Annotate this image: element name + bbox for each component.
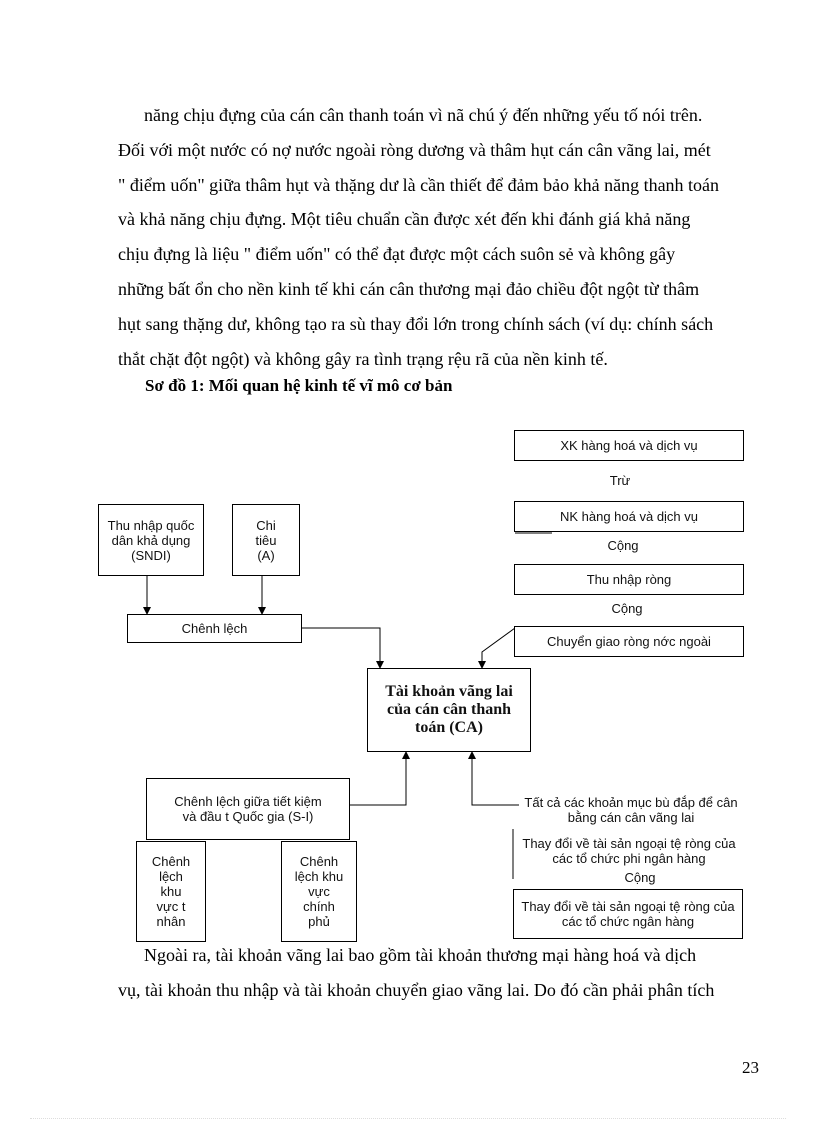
exports-label: XK hàng hoá và dịch vụ	[560, 438, 698, 453]
text-line: vụ, tài khoản thu nhập và tài khoản chuyển giao vãng lai. Do đó cần phải phân tích	[118, 979, 715, 1000]
net-transfer-label: Chuyển giao ròng nớc ngoài	[547, 634, 711, 649]
government-sector-box	[281, 841, 357, 942]
savings-investment-label: Chênh lệch giữa tiết kiệm và đầu t Quốc gia (S-I)	[174, 794, 322, 824]
plus-label-3: Cộng	[624, 870, 656, 885]
financing-items-label: Tất cả các khoản mục bù đắp để cân bằng cán cân vãng lai	[524, 795, 738, 825]
text-line: Đối với một nước có nợ nước ngoài ròng dương và thâm hụt cán cân vãng lai, mét	[118, 139, 711, 160]
government-sector-label: Chênh lệch khu vực chính phủ	[294, 854, 344, 929]
text-line: thắt chặt đột ngột) và không gây ra tình trạng rệu rã của nền kinh tế.	[118, 348, 608, 369]
private-sector-label: Chênh lệch khu vực t nhân	[151, 854, 191, 929]
arrow-diff-ca	[302, 628, 380, 668]
diagram-heading: Sơ đồ 1: Mối quan hệ kinh tế vĩ mô cơ bản	[145, 376, 453, 395]
sndi-label: Thu nhập quốc dân khả dụng (SNDI)	[107, 517, 195, 563]
imports-label: NK hàng hoá và dịch vụ	[559, 509, 699, 524]
text-line: năng chịu đựng của cán cân thanh toán vì nã chú ý đến những yếu tố nói trên.	[144, 105, 703, 125]
bank-change-label: Thay đổi về tài sản ngoại tệ ròng của các tổ chức ngân hàng	[521, 899, 735, 929]
text-line: Ngoài ra, tài khoản vãng lai bao gồm tài khoản thương mại hàng hoá và dịch	[144, 945, 697, 965]
spending-box	[232, 504, 300, 576]
savings-investment-box	[146, 778, 350, 840]
text-line: những bất ổn cho nền kinh tế khi cán cân thương mại đảo chiều đột ngột từ thâm	[118, 278, 700, 299]
imports-box	[514, 501, 744, 532]
current-account-box	[367, 668, 531, 752]
arrow-transfer-ca	[482, 628, 515, 668]
paragraph-bottom	[118, 938, 744, 1008]
sndi-box	[98, 504, 204, 576]
text-line: " điểm uốn" giữa thâm hụt và thặng dư là cần thiết để đảm bảo khả năng thanh toán	[118, 174, 720, 195]
plus-label-1: Cộng	[607, 538, 639, 553]
bank-change-box	[513, 889, 743, 939]
text-line: chịu đựng là liệu " điểm uốn" có thể đạt được một cách suôn sẻ và không gây	[118, 244, 676, 265]
exports-box	[514, 430, 744, 461]
net-income-label: Thu nhập ròng	[586, 572, 672, 587]
spending-label: Chi tiêu (A)	[255, 517, 277, 563]
nonbank-change-label: Thay đổi về tài sản ngoại tệ ròng của các tổ chức phi ngân hàng	[522, 836, 736, 866]
minus-label: Trừ	[609, 473, 631, 488]
arrow-cover-ca	[472, 752, 519, 805]
footer-divider	[30, 1118, 786, 1119]
plus-label-2: Cộng	[611, 601, 643, 616]
difference-box	[127, 614, 302, 643]
text-line: và khả năng chịu đựng. Một tiêu chuẩn cần được xét đến khi đánh giá khả năng	[118, 209, 691, 230]
page-number: 23	[742, 1058, 759, 1077]
net-transfer-box	[514, 626, 744, 657]
text-line: hụt sang thặng dư, không tạo ra sù thay đổi lớn trong chính sách (ví dụ: chính sách	[118, 313, 714, 334]
net-income-box	[514, 564, 744, 595]
arrow-si-ca	[350, 752, 406, 805]
difference-label: Chênh lệch	[181, 621, 248, 636]
current-account-label: Tài khoản vãng lai của cán cân thanh toán (CA)	[385, 683, 513, 736]
private-sector-box	[136, 841, 206, 942]
